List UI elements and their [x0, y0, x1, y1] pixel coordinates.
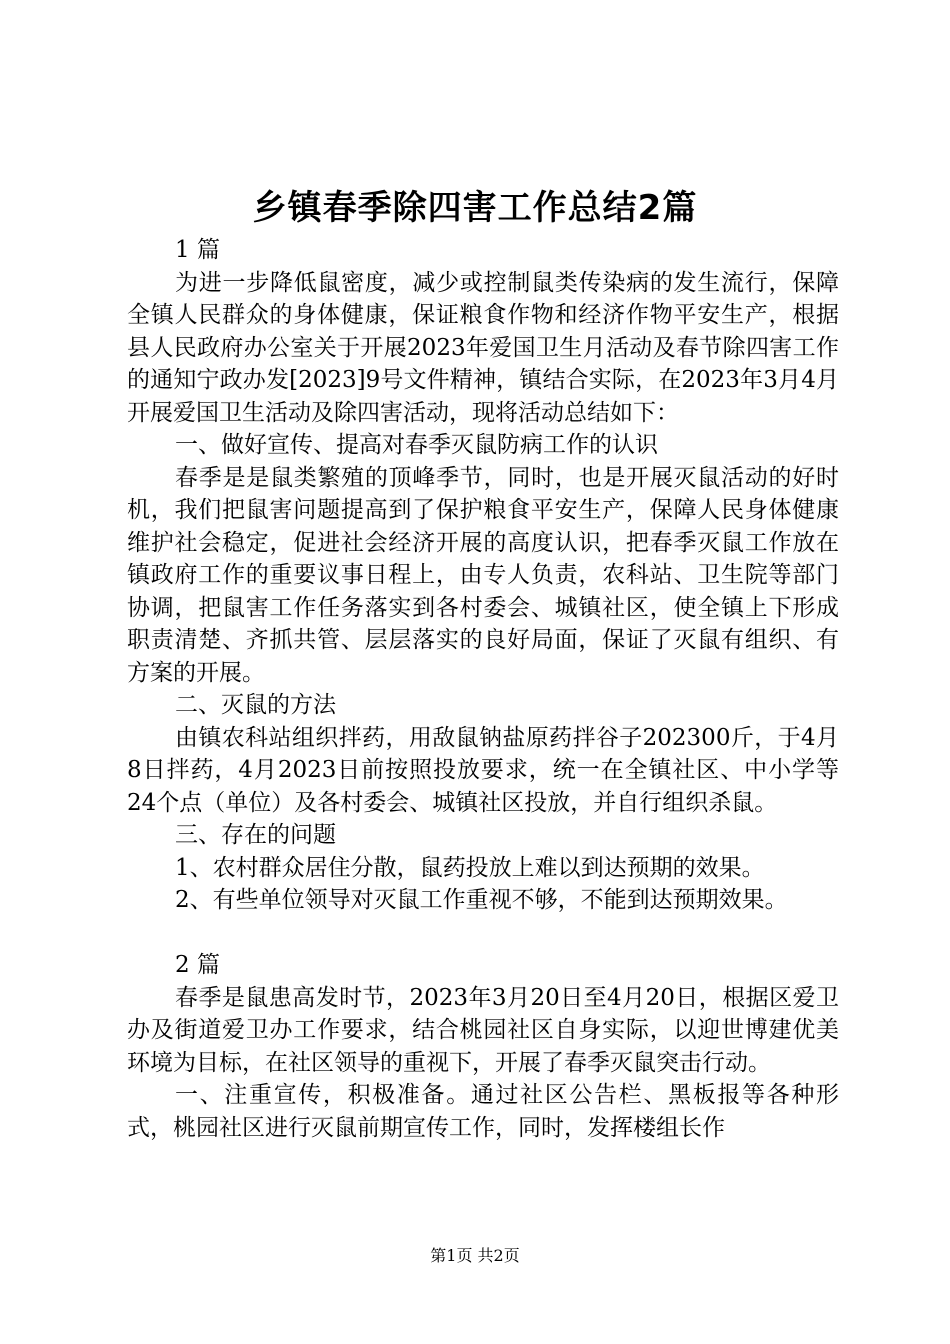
paragraph: 一、注重宣传，积极准备。通过社区公告栏、黑板报等各种形式，桃园社区进行灭鼠前期宣传工作，同时，发挥楼组长作 [127, 1082, 839, 1141]
paragraph: 2、有些单位领导对灭鼠工作重视不够，不能到达预期效果。 [175, 887, 788, 913]
paragraph: 春季是鼠患高发时节，2023年3月20日至4月20日，根据区爱卫办及街道爱卫办工作要求，结合桃园社区自身实际，以迎世博建优美环境为目标，在社区领导的重视下，开展了春季灭鼠突击行动。 [127, 984, 839, 1076]
paragraph: 三、存在的问题 [175, 822, 336, 848]
section-heading-1: 1 篇 [175, 237, 220, 263]
paragraph: 春季是是鼠类繁殖的顶峰季节，同时，也是开展灭鼠活动的好时机，我们把鼠害问题提高到了保护粮食平安生产，保障人民身体健康维护社会稳定，促进社会经济开展的高度认识，把春季灭鼠工作放在镇政府工作的重要议事日程上，由专人负责，农科站、卫生院等部门协调，把鼠害工作任务落实到各村委会、城镇社区，使全镇上下形成职责清楚、齐抓共管、层层落实的良好局面，保证了灭鼠有组织、有方案的开展。 [127, 464, 839, 686]
paragraph: 1、农村群众居住分散，鼠药投放上难以到达预期的效果。 [175, 854, 765, 881]
document-body [127, 234, 839, 1144]
document-title: 乡镇春季除四害工作总结2篇 [252, 188, 698, 228]
section-heading-2: 2 篇 [175, 952, 220, 978]
page-footer: 第1页 共2页 [430, 1246, 520, 1265]
paragraph: 一、做好宣传、提高对春季灭鼠防病工作的认识 [175, 432, 658, 458]
paragraph: 由镇农科站组织拌药，用敌鼠钠盐原药拌谷子202300斤，于4月8日拌药，4月2023日前按照投放要求，统一在全镇社区、中小学等24个点（单位）及各村委会、城镇社区投放，并自行组织杀鼠。 [127, 724, 839, 816]
paragraph: 为进一步降低鼠密度，减少或控制鼠类传染病的发生流行，保障全镇人民群众的身体健康，保证粮食作物和经济作物平安生产，根据县人民政府办公室关于开展2023年爱国卫生月活动及春节除四害工作的通知宁政办发[2023]9号文件精神，镇结合实际，在2023年3月4月开展爱国卫生活动及除四害活动，现将活动总结如下： [127, 269, 839, 426]
paragraph: 二、灭鼠的方法 [175, 692, 336, 718]
section-gap [127, 917, 839, 950]
